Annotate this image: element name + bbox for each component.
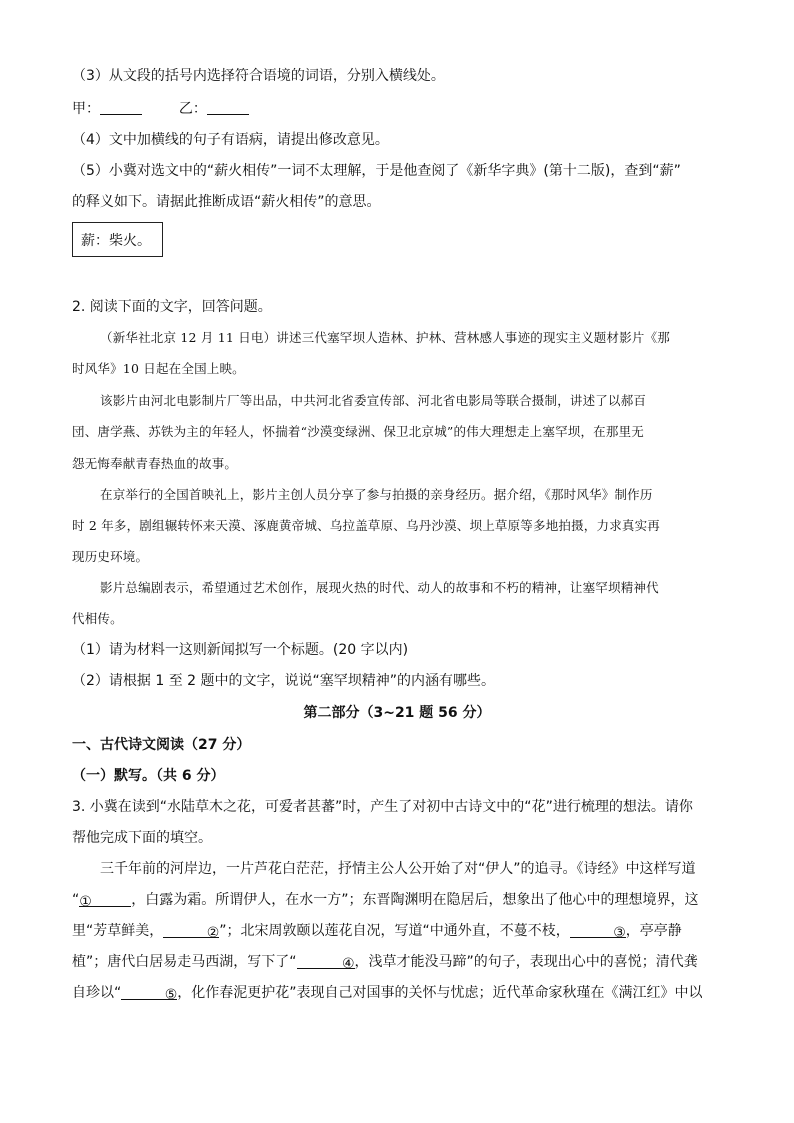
fill-para-line4-start: 植”；唐代白居易走马西湖，写下了“ xyxy=(72,954,297,970)
blank-1-marker: ① xyxy=(79,894,92,910)
q3-instruction: （3）从文段的括号内选择符合语境的词语，分别入横线处。 xyxy=(72,68,445,84)
news-para1-line2: 时风华》10 日起在全国上映。 xyxy=(72,361,245,376)
news-para2-line1: 该影片由河北电影制片厂等出品，中共河北省委宣传部、河北省电影局等联合摄制，讲述了以郝百 xyxy=(100,393,647,408)
subsection-dictation: （一）默写。（共 6 分） xyxy=(72,768,225,784)
q2-heading: 2. 阅读下面的文字，回答问题。 xyxy=(72,299,272,315)
part2-title: 第二部分（3~21 题 56 分） xyxy=(303,705,491,721)
blank-3[interactable] xyxy=(570,923,626,941)
yi-label: 乙： xyxy=(178,101,207,117)
blank-4-marker: ④ xyxy=(341,956,355,972)
answer-blanks-row xyxy=(72,99,249,119)
definition-text: 薪：柴火。 xyxy=(81,233,151,249)
news-para4-line1: 影片总编剧表示，希望通过艺术创作，展现火热的时代、动人的故事和不朽的精神，让塞罕坝精神代 xyxy=(100,580,659,595)
q2-sub2: （2）请根据 1 至 2 题中的文字，说说“塞罕坝精神”的内涵有哪些。 xyxy=(72,673,496,689)
fill-para-line3-end: ，亭亭静 xyxy=(625,923,682,939)
news-para1-line1: （新华社北京 12 月 11 日电）讲述三代塞罕坝人造林、护林、营林感人事迹的现实主义题材影片《那 xyxy=(100,330,671,345)
blank-2[interactable] xyxy=(163,923,220,941)
blank-4[interactable] xyxy=(297,954,355,972)
blank-5-marker: ⑤ xyxy=(164,987,178,1003)
q2-sub1: （1）请为材料一这则新闻拟写一个标题。(20 字以内) xyxy=(72,642,409,658)
fill-para-line5-start: 自珍以“ xyxy=(72,985,122,1001)
blank-2-marker: ② xyxy=(206,925,220,941)
q3-prompt-line1: 3. 小冀在读到“水陆草木之花，可爱者甚蕃”时，产生了对初中古诗文中的“花”进行梳理的想法。请你 xyxy=(72,799,693,815)
yi-answer-blank[interactable] xyxy=(207,100,249,115)
fill-para-line3-start: 里“芳草鲜美， xyxy=(72,923,164,939)
news-para4-line2: 代相传。 xyxy=(72,611,123,626)
jia-answer-blank[interactable] xyxy=(100,100,142,115)
q5-text-line1: （5）小冀对选文中的“薪火相传”一词不太理解，于是他查阅了《新华字典》(第十二版)，查到“薪” xyxy=(72,163,681,179)
news-para2-line2: 団、唐学燕、苏铁为主的年轻人，怀揣着“沙漠变绿洲、保卫北京城”的伟大理想走上塞罕坝，在那里无 xyxy=(72,424,644,439)
q4-text: （4）文中加横线的句子有语病，请提出修改意见。 xyxy=(72,132,389,148)
blank-1[interactable] xyxy=(79,892,131,910)
fill-para-line5-end: ，化作春泥更护花”表现自己对国事的关怀与忧虑；近代革命家秋瑾在《满江红》中以 xyxy=(177,985,703,1001)
fill-para-line4-end: ，浅草才能没马蹄”的句子，表现出心中的喜悦；清代龚 xyxy=(354,954,698,970)
definition-box xyxy=(72,222,163,257)
news-para3-line3: 现历史环境。 xyxy=(72,549,149,564)
blank-5[interactable] xyxy=(121,985,178,1003)
q5-text-line2: 的释义如下。请据此推断成语“薪火相传”的意思。 xyxy=(72,194,381,210)
fill-para-line3 xyxy=(72,921,682,941)
fill-para-line3-mid: ”；北宋周敦颐以莲花自况，写道“中通外直，不蔓不枝， xyxy=(219,923,570,939)
fill-para-line2-text: ，白露为霜。所谓伊人，在水一方”；东晋陶渊明在隐居后，想象出了他心中的理想境界，这 xyxy=(131,892,699,908)
quote-open: “ xyxy=(72,892,80,908)
fill-para-line2 xyxy=(72,890,699,910)
fill-para-line5 xyxy=(72,983,703,1003)
fill-para-line1: 三千年前的河岸边，一片芦花白茫茫，抒情主公人公开始了对“伊人”的追寻。《诗经》中这样写道 xyxy=(100,861,696,877)
news-para3-line1: 在京举行的全国首映礼上，影片主创人员分享了参与拍摄的亲身经历。据介绍，《那时风华》制作历 xyxy=(100,487,653,502)
q3-prompt-line2: 帮他完成下面的填空。 xyxy=(72,830,212,846)
section-ancient-poetry: 一、古代诗文阅读（27 分） xyxy=(72,737,251,753)
fill-para-line4 xyxy=(72,952,698,972)
news-para3-line2: 时 2 年多，剧组辗转怀来天漠、涿鹿黄帝城、乌拉盖草原、乌丹沙漠、坝上草原等多地拍摄，力求真实再 xyxy=(72,518,661,533)
blank-3-marker: ③ xyxy=(613,925,626,941)
news-para2-line3: 怨无悔奉献青春热血的故事。 xyxy=(72,456,238,471)
jia-label: 甲： xyxy=(72,101,100,117)
